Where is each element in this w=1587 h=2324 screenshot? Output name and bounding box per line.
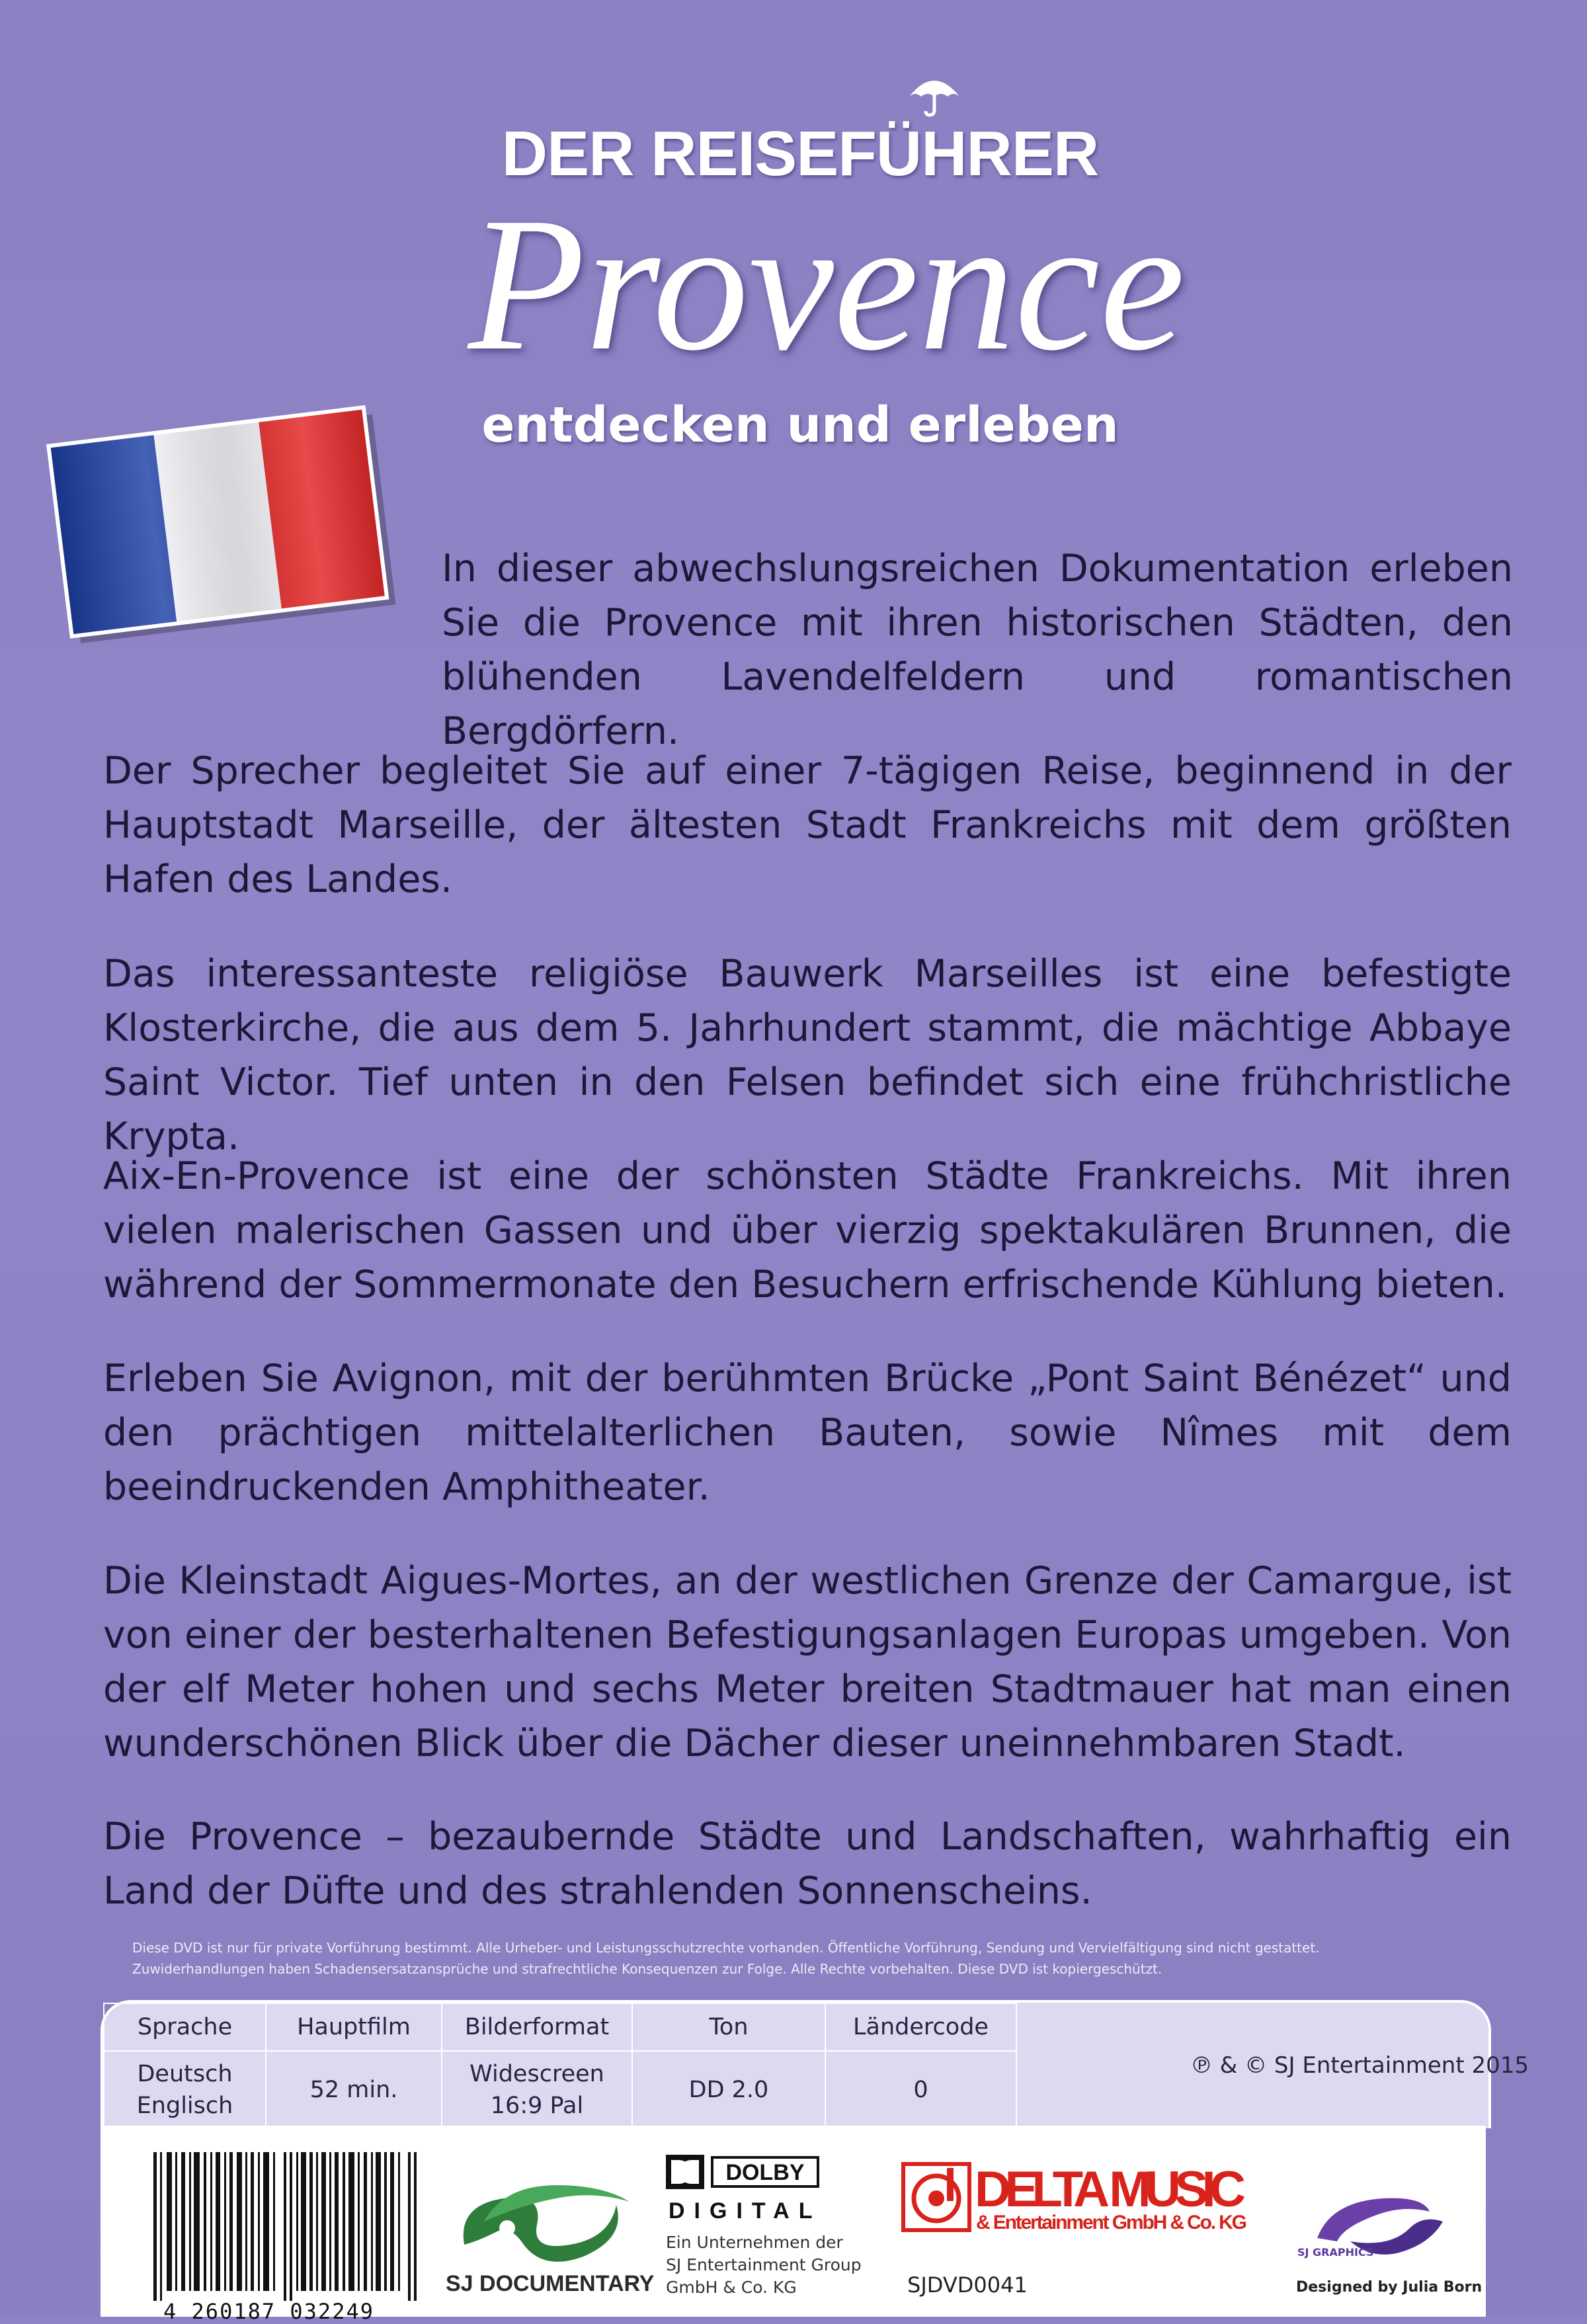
header-ton: Ton bbox=[632, 2003, 825, 2051]
designer-credit: Designed by Julia Born bbox=[1296, 2279, 1483, 2296]
subtitle: entdecken und erleben bbox=[481, 397, 1119, 454]
umbrella-icon bbox=[906, 71, 963, 118]
technical-specs-panel bbox=[101, 2000, 1529, 2128]
delta-music-subtitle: & Entertainment GmbH & Co. KG bbox=[976, 2212, 1247, 2233]
header-sprache: Sprache bbox=[104, 2003, 266, 2051]
group-note-line: Ein Unternehmen der bbox=[666, 2233, 843, 2252]
cell-laendercode: 0 bbox=[825, 2051, 1016, 2128]
logo-strip bbox=[101, 2126, 1486, 2324]
barcode-number: 4 260187 032249 bbox=[163, 2299, 374, 2324]
cell-sprache bbox=[104, 2051, 266, 2128]
language-value: Deutsch bbox=[137, 2060, 233, 2087]
dolby-word: DOLBY bbox=[725, 2160, 805, 2185]
cell-hauptfilm: 52 min. bbox=[266, 2051, 442, 2128]
french-flag-icon bbox=[53, 407, 397, 645]
group-note-line: GmbH & Co. KG bbox=[666, 2278, 797, 2297]
series-title: DER REISEFÜHRER bbox=[501, 118, 1099, 189]
header-laendercode: Ländercode bbox=[825, 2003, 1016, 2051]
header-bilderformat: Bilderformat bbox=[442, 2003, 632, 2051]
delta-music-logo-icon bbox=[901, 2160, 1297, 2239]
legal-notice bbox=[132, 1937, 1481, 1980]
sj-graphics-logo-icon bbox=[1291, 2175, 1463, 2288]
description-paragraph: Aix-En-Provence ist eine der schönsten Städte Frankreichs. Mit ihren vielen malerischen Gassen und über vierzig spektakulären Brunnen, die während der Sommermonate den Besuchern erfrischende Kühlung bieten. bbox=[103, 1154, 1512, 1306]
group-note-line: SJ Entertainment Group bbox=[666, 2255, 862, 2274]
legal-line: Diese DVD ist nur für private Vorführung bestimmt. Alle Urheber- und Leistungsschutzrechte vorhanden. Öffentliche Vorführung, Sendung und Vervielfältigung sind nicht gestattet. bbox=[132, 1940, 1320, 1956]
dolby-digital-word: DIGITAL bbox=[669, 2198, 822, 2224]
sj-graphics-label: SJ GRAPHICS bbox=[1297, 2246, 1374, 2259]
dolby-digital-logo-icon bbox=[666, 2153, 858, 2226]
header-hauptfilm: Hauptfilm bbox=[266, 2003, 442, 2051]
copyright-notice: ℗ & © SJ Entertainment 2015 bbox=[1190, 2052, 1529, 2079]
description-paragraph: Die Provence – bezaubernde Städte und Landschaften, wahrhaftig ein Land der Düfte und des strahlenden Sonnenscheins. bbox=[103, 1815, 1512, 1913]
format-value: 16:9 Pal bbox=[490, 2092, 584, 2119]
description-paragraph: In dieser abwechslungsreichen Dokumentation erleben Sie die Provence mit ihren historischen Städten, den blühenden Lavendelfeldern und romantischen Bergdörfern. bbox=[442, 547, 1513, 753]
description-paragraph: Das interessanteste religiöse Bauwerk Marseilles ist eine befestigte Klosterkirche, die aus dem 5. Jahrhundert stammt, die mächtige Abbaye Saint Victor. Tief unten in den Felsen befindet sich eine frühchristliche Krypta. bbox=[103, 952, 1512, 1158]
cell-ton: DD 2.0 bbox=[632, 2051, 825, 2128]
description-paragraph: Die Kleinstadt Aigues-Mortes, an der westlichen Grenze der Camargue, ist von einer der besterhaltenen Befestigungsanlagen Europas umgeben. Von der elf Meter hohen und sechs Meter breiten Stadtmauer hat man einen wunderschönen Blick über die Dächer dieser uneinnehmbaren Stadt. bbox=[103, 1559, 1512, 1765]
table-header-row bbox=[104, 2003, 1016, 2051]
barcode-icon bbox=[153, 2152, 425, 2317]
table-row bbox=[104, 2051, 1016, 2128]
sj-documentary-logo-icon bbox=[444, 2165, 643, 2271]
description-paragraph: Der Sprecher begleitet Sie auf einer 7-tägigen Reise, beginnend in der Hauptstadt Marseille, der ältesten Stadt Frankreichs mit dem größten Hafen des Landes. bbox=[103, 749, 1512, 901]
cell-bilderformat bbox=[442, 2051, 632, 2128]
catalog-number: SJDVD0041 bbox=[907, 2272, 1028, 2298]
format-value: Widescreen bbox=[469, 2060, 604, 2087]
delta-music-name: DELTA MUSIC bbox=[975, 2161, 1246, 2218]
description-paragraph: Erleben Sie Avignon, mit der berühmten Brücke „Pont Saint Bénézet“ und den prächtigen mittelalterlichen Bauten, sowie Nîmes mit dem beeindruckenden Amphitheater. bbox=[103, 1357, 1512, 1509]
language-value: Englisch bbox=[136, 2092, 233, 2119]
main-title: Provence bbox=[468, 178, 1186, 390]
technical-specs-table bbox=[103, 2003, 1017, 2129]
legal-line: Zuwiderhandlungen haben Schadensersatzansprüche und strafrechtliche Konsequenzen zur Folge. Alle Rechte vorbehalten. Diese DVD ist kopiergeschützt. bbox=[132, 1961, 1162, 1977]
sj-documentary-label: SJ DOCUMENTARY bbox=[446, 2271, 655, 2296]
group-note bbox=[666, 2231, 862, 2299]
